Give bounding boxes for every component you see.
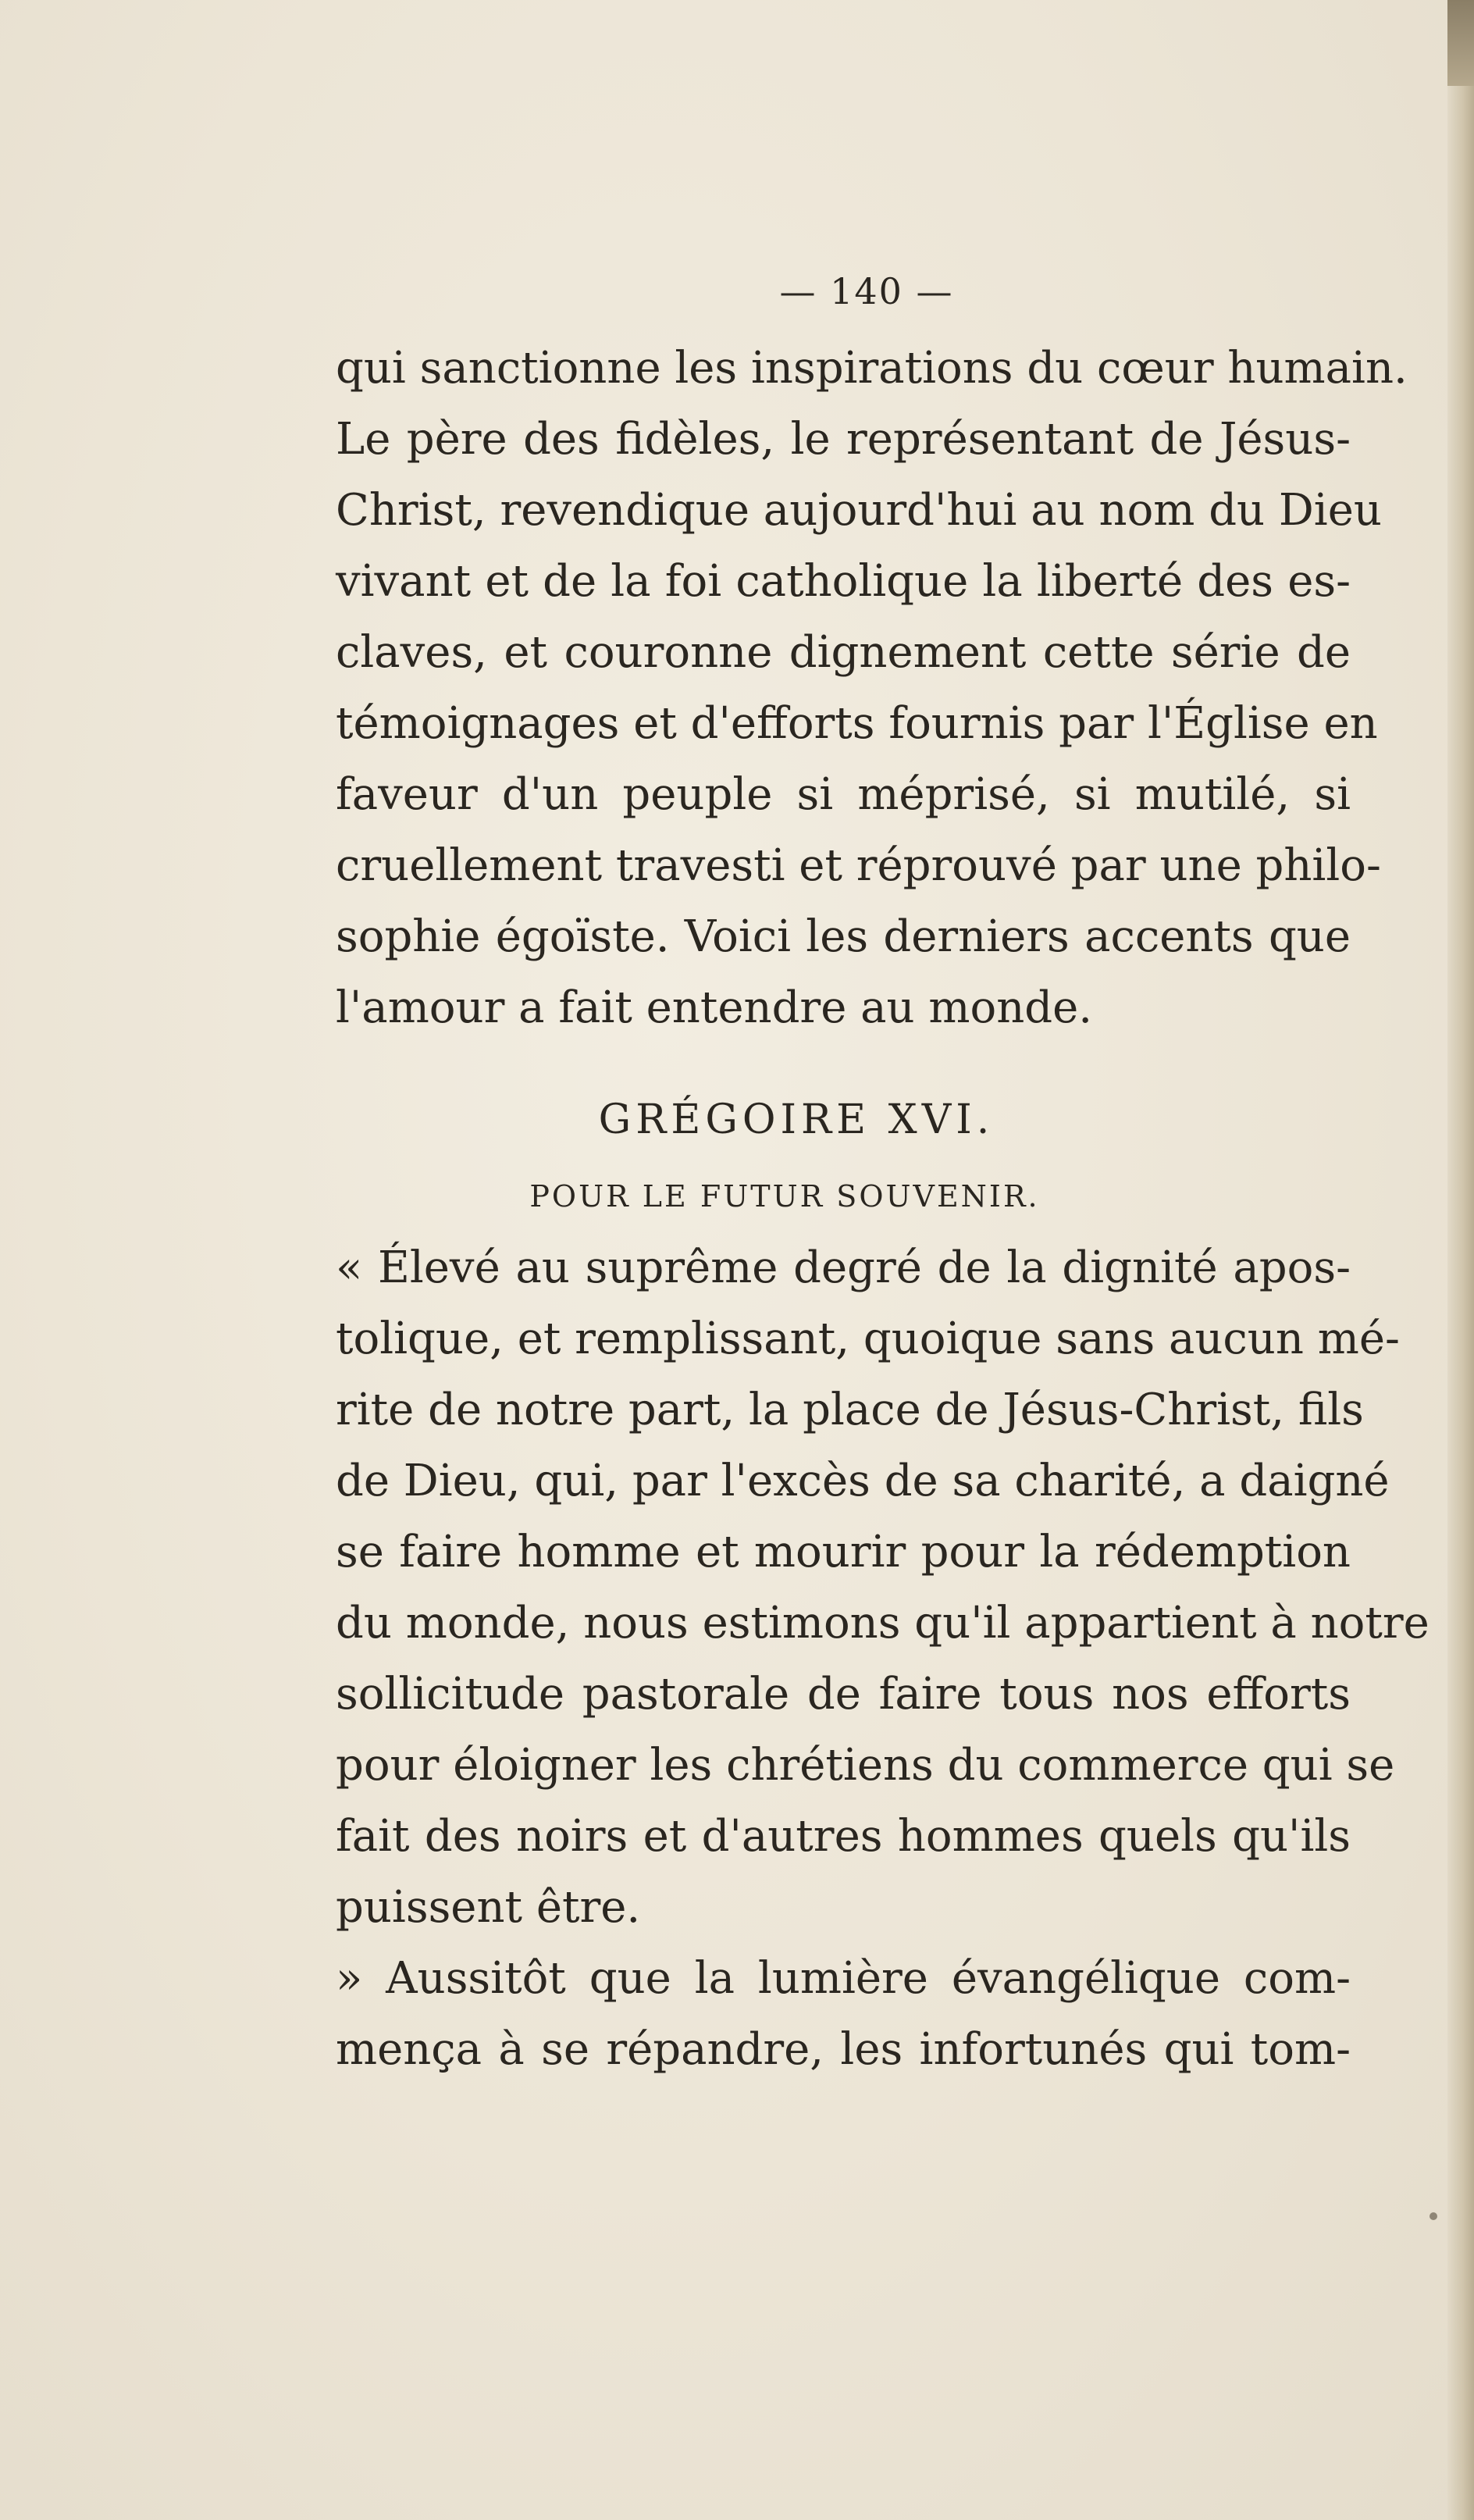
text-line: Le père des fidèles, le représentant de Jésus- [336, 414, 1351, 465]
paragraph-1 [336, 333, 1408, 1043]
text-line: faveur d'un peuple si méprisé, si mutilé, si [336, 769, 1351, 820]
text-line: pour éloigner les chrétiens du commerce qui se [336, 1740, 1395, 1791]
text-line: tolique, et remplissant, quoique sans aucun mé- [336, 1313, 1400, 1364]
page-number: — 140 — [779, 270, 954, 312]
text-line: vivant et de la foi catholique la liberté des es- [336, 556, 1351, 607]
text-line: cruellement travesti et réprouvé par une philo- [336, 840, 1381, 891]
text-line: l'amour a fait entendre au monde. [336, 982, 1093, 1033]
text-line: du monde, nous estimons qu'il appartient à notre [336, 1598, 1429, 1649]
text-line: « Élevé au suprême degré de la dignité apos- [336, 1242, 1351, 1293]
text-line: Christ, revendique aujourd'hui au nom du Dieu [336, 485, 1382, 536]
text-line: puissent être. [336, 1882, 641, 1933]
text-line: témoignages et d'efforts fournis par l'Église en [336, 698, 1378, 749]
text-line: rite de notre part, la place de Jésus-Christ, fils [336, 1385, 1364, 1435]
paragraph-3 [336, 1943, 1351, 2085]
page-corner-stain [1447, 0, 1474, 86]
text-line: de Dieu, qui, par l'excès de sa charité, a daigné [336, 1456, 1390, 1506]
text-line: sollicitude pastorale de faire tous nos efforts [336, 1669, 1351, 1720]
text-line: fait des noirs et d'autres hommes quels qu'ils [336, 1811, 1351, 1862]
page-edge [1447, 0, 1474, 2520]
text-line: qui sanctionne les inspirations du cœur humain. [336, 343, 1408, 394]
text-line: mença à se répandre, les infortunés qui tom- [336, 2024, 1351, 2075]
text-line: » Aussitôt que la lumière évangélique com- [336, 1953, 1351, 2004]
section-subheading: POUR LE FUTUR SOUVENIR. [529, 1179, 1040, 1214]
section-heading: GRÉGOIRE XVI. [598, 1096, 995, 1143]
text-line: sophie égoïste. Voici les derniers accents que [336, 911, 1351, 962]
text-block [336, 266, 1429, 2085]
ink-speck [1429, 2212, 1437, 2220]
text-line: se faire homme et mourir pour la rédemption [336, 1527, 1351, 1577]
text-line: claves, et couronne dignement cette série de [336, 627, 1351, 678]
paragraph-2 [336, 1232, 1429, 1943]
